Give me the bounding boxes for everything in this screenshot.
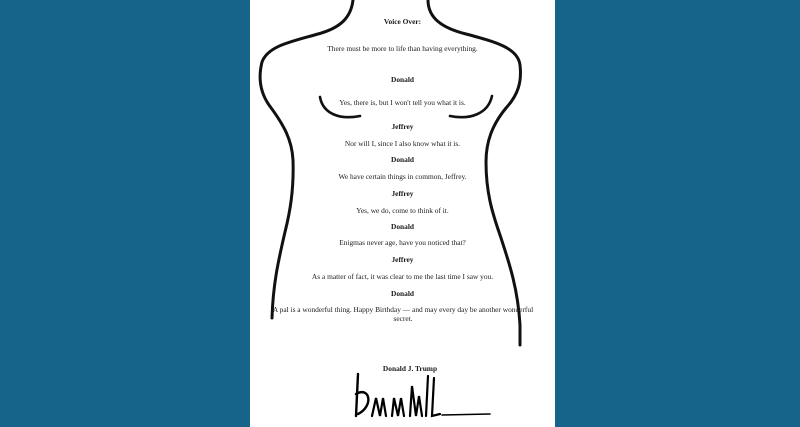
handwritten-signature (350, 368, 500, 423)
letter-line: Donald (390, 222, 414, 231)
letter-line: We have certain things in common, Jeffrey. (338, 172, 467, 181)
letter-line: Jeffrey (391, 255, 414, 264)
letter-line: Donald (390, 155, 414, 164)
letter-page (250, 0, 555, 427)
letter-line: Jeffrey (391, 122, 414, 131)
letter-line: As a matter of fact, it was clear to me the last time I saw you. (311, 272, 494, 281)
letter-line: Nor will I, since I also know what it is. (344, 139, 461, 148)
letter-line: Donald (390, 289, 414, 298)
letter-line: Yes, we do, come to think of it. (356, 206, 449, 215)
letter-line: Jeffrey (391, 189, 414, 198)
letter-line: There must be more to life than having everything. (327, 44, 478, 53)
letter-line: Voice Over: (383, 17, 422, 26)
letter-line: Enigmas never age, have you noticed that? (339, 238, 466, 247)
signature-name: Donald J. Trump (382, 364, 438, 373)
letter-line: Yes, there is, but I won't tell you what it is. (339, 98, 466, 107)
letter-closing-line: A pal is a wonderful thing. Happy Birthday — and may every day be another wonderful secret. (272, 305, 534, 323)
letter-line: Donald (390, 75, 414, 84)
